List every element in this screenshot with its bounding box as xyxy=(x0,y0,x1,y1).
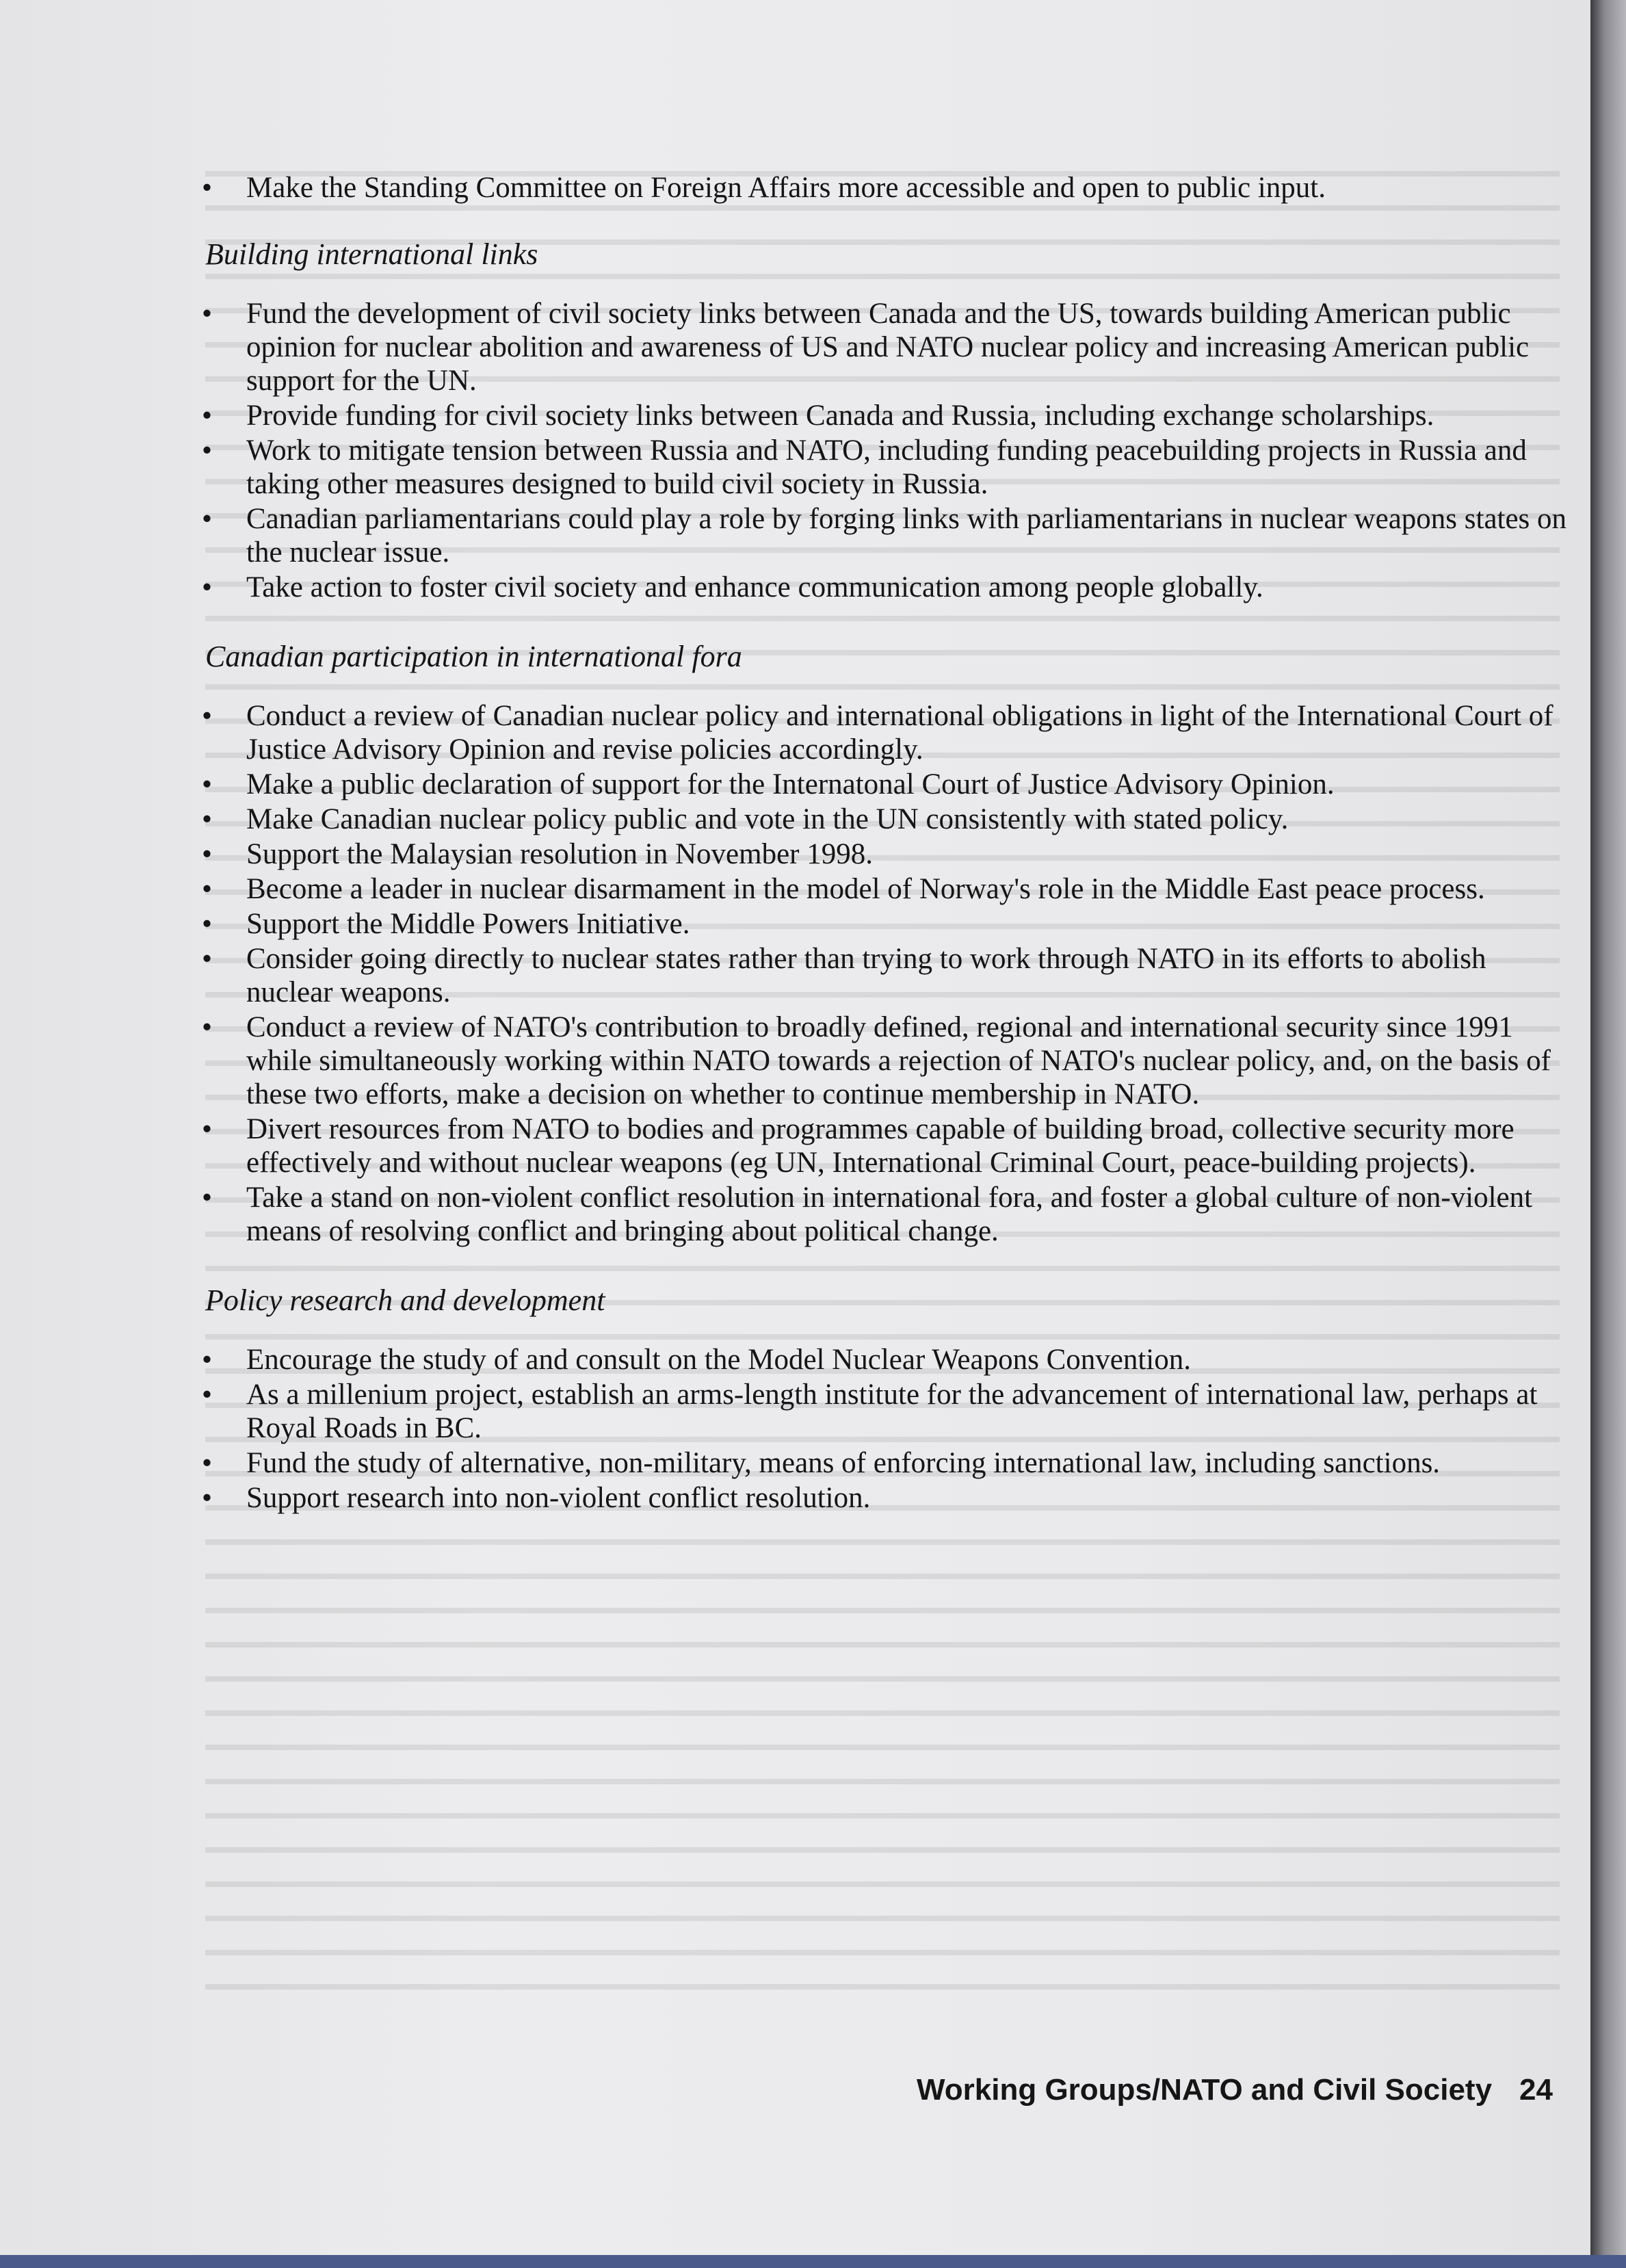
bullet-icon: • xyxy=(202,1482,213,1514)
section-heading-policy-research: Policy research and development xyxy=(205,1283,605,1317)
bullet-icon: • xyxy=(202,943,213,975)
list-item: • Consider going directly to nuclear states rather than trying to work through NATO in its efforts to abolish nuclear weapons. xyxy=(202,943,1486,1008)
bullet-icon: • xyxy=(202,908,213,940)
list-item: • Become a leader in nuclear disarmament in the model of Norway's role in the Middle East peace process. xyxy=(202,873,1485,905)
list-item: • Work to mitigate tension between Russia and NATO, including funding peacebuilding projects in Russia and taking other measures designed to build civil society in Russia. xyxy=(202,434,1527,500)
bullet-icon: • xyxy=(202,1447,213,1479)
list-item: • Support the Middle Powers Initiative. xyxy=(202,908,690,940)
list-item: • Canadian parliamentarians could play a role by forging links with parliamentarians in nuclear weapons states on the nuclear issue. xyxy=(202,503,1567,569)
policy-research-list xyxy=(178,1343,1573,1515)
page-number: 24 xyxy=(1519,2073,1553,2107)
list-item: • Take action to foster civil society and enhance communication among people globally. xyxy=(202,571,1263,603)
bullet-icon: • xyxy=(202,873,213,905)
intro-list xyxy=(178,171,1573,205)
running-title: Working Groups/NATO and Civil Society xyxy=(917,2073,1493,2107)
section-heading-international-fora: Canadian participation in international fora xyxy=(205,640,742,673)
list-item: • Support research into non-violent conflict resolution. xyxy=(202,1482,871,1514)
bullet-icon: • xyxy=(202,700,213,732)
international-fora-list xyxy=(178,699,1573,1248)
bullet-icon: • xyxy=(202,571,213,603)
bullet-icon: • xyxy=(202,298,213,330)
list-item: • Take a stand on non-violent conflict resolution in international fora, and foster a global culture of non-violent means of resolving conflict and bringing about political change. xyxy=(202,1182,1533,1247)
list-item: • Conduct a review of NATO's contribution to broadly defined, regional and international security since 1991 while simultaneously working within NATO towards a rejection of NATO's nuclear policy, and, on the basis of these two efforts, make a decision on whether to continue membership in NATO. xyxy=(202,1011,1551,1110)
bullet-icon: • xyxy=(202,400,213,432)
list-item: • Divert resources from NATO to bodies and programmes capable of building broad, collective security more effectively and without nuclear weapons (eg UN, International Criminal Court, peace-building projects). xyxy=(202,1113,1514,1179)
bullet-icon: • xyxy=(202,434,213,467)
bullet-icon: • xyxy=(202,1011,213,1043)
section-heading-international-links: Building international links xyxy=(205,237,538,271)
bullet-icon: • xyxy=(202,1344,213,1376)
page-content xyxy=(178,171,1573,1516)
list-item: • Make Canadian nuclear policy public and vote in the UN consistently with stated policy. xyxy=(202,803,1289,835)
scan-bottom-edge xyxy=(0,2255,1626,2268)
page-footer xyxy=(794,2073,1553,2107)
bullet-icon: • xyxy=(202,768,213,800)
list-item: • Make the Standing Committee on Foreign Affairs more accessible and open to public input. xyxy=(202,172,1326,204)
bullet-icon: • xyxy=(202,1113,213,1145)
bullet-icon: • xyxy=(202,1379,213,1411)
bullet-icon: • xyxy=(202,803,213,835)
list-item: • Encourage the study of and consult on the Model Nuclear Weapons Convention. xyxy=(202,1344,1191,1376)
bullet-icon: • xyxy=(202,1182,213,1214)
list-item: • Conduct a review of Canadian nuclear policy and international obligations in light of the International Court of Justice Advisory Opinion and revise policies accordingly. xyxy=(202,700,1553,766)
list-item: • Fund the development of civil society links between Canada and the US, towards building American public opinion for nuclear abolition and awareness of US and NATO nuclear policy and increasing American public support for the UN. xyxy=(202,298,1530,397)
list-item: • Provide funding for civil society links between Canada and Russia, including exchange scholarships. xyxy=(202,400,1434,432)
list-item: • Fund the study of alternative, non-military, means of enforcing international law, including sanctions. xyxy=(202,1447,1441,1479)
list-item: • Support the Malaysian resolution in November 1998. xyxy=(202,838,873,870)
international-links-list xyxy=(178,297,1573,604)
book-spine xyxy=(1590,0,1626,2268)
bullet-icon: • xyxy=(202,503,213,535)
list-item: • Make a public declaration of support for the Internatonal Court of Justice Advisory Opinion. xyxy=(202,768,1335,800)
list-item: • As a millenium project, establish an arms-length institute for the advancement of international law, perhaps at Royal Roads in BC. xyxy=(202,1379,1538,1444)
bullet-icon: • xyxy=(202,172,213,204)
bullet-icon: • xyxy=(202,838,213,870)
